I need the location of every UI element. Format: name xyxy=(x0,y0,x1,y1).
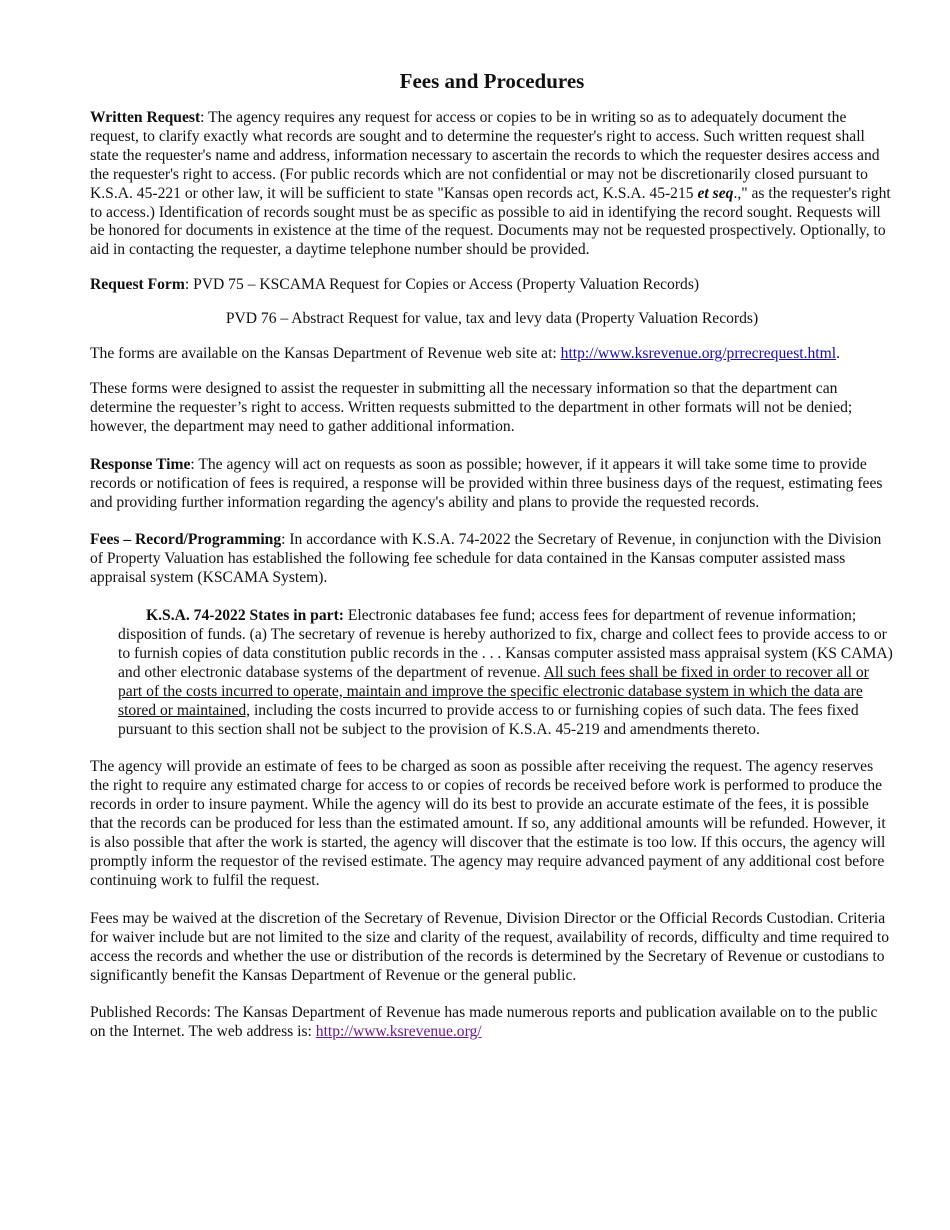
forms-available-paragraph xyxy=(90,345,894,364)
page-title: Fees and Procedures xyxy=(399,69,585,93)
request-form-pvd76: PVD 76 – Abstract Request for value, tax and levy data (Property Valuation Records) xyxy=(225,310,759,328)
fees-programming-paragraph xyxy=(90,531,894,588)
fees-programming-label: Fees – Record/Programming xyxy=(90,531,282,549)
document-page xyxy=(90,68,894,1058)
waiver-paragraph: Fees may be waived at the discretion of the Secretary of Revenue, Division Director or the Official Records Custodian. Criteria for waiver include but are not limited to the size and clarity of the request, availability of records, difficulty and time required to access the records and whether the use or distribution of the records is determined by the Secretary of Revenue or custodians to significantly benefit the Kansas Department of Revenue or the general public. xyxy=(90,909,890,984)
response-time-text: : The agency will act on requests as soon as possible; however, if it appears it will take some time to provide records or notification of fees is required, a response will be provided within three business days of the request, estimating fees and providing further information regarding the agency's ability and plans to provide the requested records. xyxy=(90,455,883,511)
prrecrequest-link[interactable]: http://www.ksrevenue.org/prrecrequest.html xyxy=(560,345,837,363)
request-form-pvd75: : PVD 75 – KSCAMA Request for Copies or Access (Property Valuation Records) xyxy=(184,276,700,294)
response-time-label: Response Time xyxy=(90,455,191,473)
statute-quote xyxy=(118,607,894,739)
request-form-paragraph xyxy=(90,276,894,295)
written-request-label: Written Request xyxy=(90,109,201,126)
published-records-paragraph xyxy=(90,1004,894,1042)
statute-text: Electronic databases fee fund; access fees for department of revenue information; disposition of funds. (a) The secretary of revenue is hereby authorized to fix, charge and collect fees to provide access to or to furnish copies of data constitution public records in the . . . Kansas computer assisted mass appraisal system (KS CAMA) and other electronic database systems of the department of revenue. xyxy=(118,607,893,681)
ksrevenue-link[interactable]: http://www.ksrevenue.org/ xyxy=(315,1023,482,1041)
fees-programming-text: : In accordance with K.S.A. 74-2022 the Secretary of Revenue, in conjunction with the Division of Property Valuation has established the following fee schedule for data contained in the Kansas computer assisted mass appraisal system (KSCAMA System). xyxy=(90,531,882,587)
written-request-paragraph xyxy=(90,109,894,260)
response-time-paragraph xyxy=(90,456,894,513)
statute-label: K.S.A. 74-2022 States in part: xyxy=(146,607,344,625)
request-form-label: Request Form xyxy=(90,276,185,294)
estimate-paragraph: The agency will provide an estimate of fees to be charged as soon as possible after receiving the request. The agency reserves the right to require any estimated charge for access to or copies of records be received before work is performed to produce the records in order to insure payment. While the agency will do its best to provide an accurate estimate of the fees, it is possible that the records can be produced for less than the estimated amount. If so, any additional amounts will be refunded. However, it is also possible that after the work is started, the agency will discover that the estimate is too low. If this occurs, the agency will promptly inform the requestor of the revised estimate. The agency may require advanced payment of any additional cost before continuing work to fulfil the request. xyxy=(90,758,886,889)
forms-available-text: The forms are available on the Kansas Department of Revenue web site at: xyxy=(90,345,561,363)
statute-underlined-text: All such fees shall be fixed in order to recover all or part of the costs incurred to operate, maintain and improve the specific electronic database system in which the data are stored or maintained, xyxy=(118,663,869,719)
published-records-text: Published Records: The Kansas Department of Revenue has made numerous reports and publication available on to the public on the Internet. The web address is: xyxy=(90,1004,878,1041)
forms-available-end: . xyxy=(836,345,840,363)
written-request-text-end: .," as the requester's right to access.) Identification of records sought must be as specific as possible to aid in identifying the record sought. Requests will be honored for documents in existence at the time of the request. Documents may not be requested prospectively. Optionally, to aid in contacting the requester, a daytime telephone number should be provided. xyxy=(90,184,891,259)
statute-text-end: including the costs incurred to provide access to or furnishing copies of such data. The fees fixed pursuant to this section shall not be subject to the provision of K.S.A. 45-219 and amendments thereto. xyxy=(118,701,859,738)
forms-designed-paragraph: These forms were designed to assist the requester in submitting all the necessary information so that the department can determine the requester’s right to access. Written requests submitted to the department in other formats will not be denied; however, the department may need to gather additional information. xyxy=(90,379,853,435)
et-seq-emphasis: et seq xyxy=(697,184,734,202)
written-request-text: : The agency requires any request for access or copies to be in writing so as to adequately document the request, to clarify exactly what records are sought and to determine the requester's right to access. Such written request shall state the requester's name and address, information necessary to ascertain the records to which the requester desires access and the requester's right to access. (For public records which are not confidential or may not be discretionarily closed pursuant to K.S.A. 45-221 or other law, it will be sufficient to state "Kansas open records act, K.S.A. 45-215 xyxy=(90,109,880,202)
